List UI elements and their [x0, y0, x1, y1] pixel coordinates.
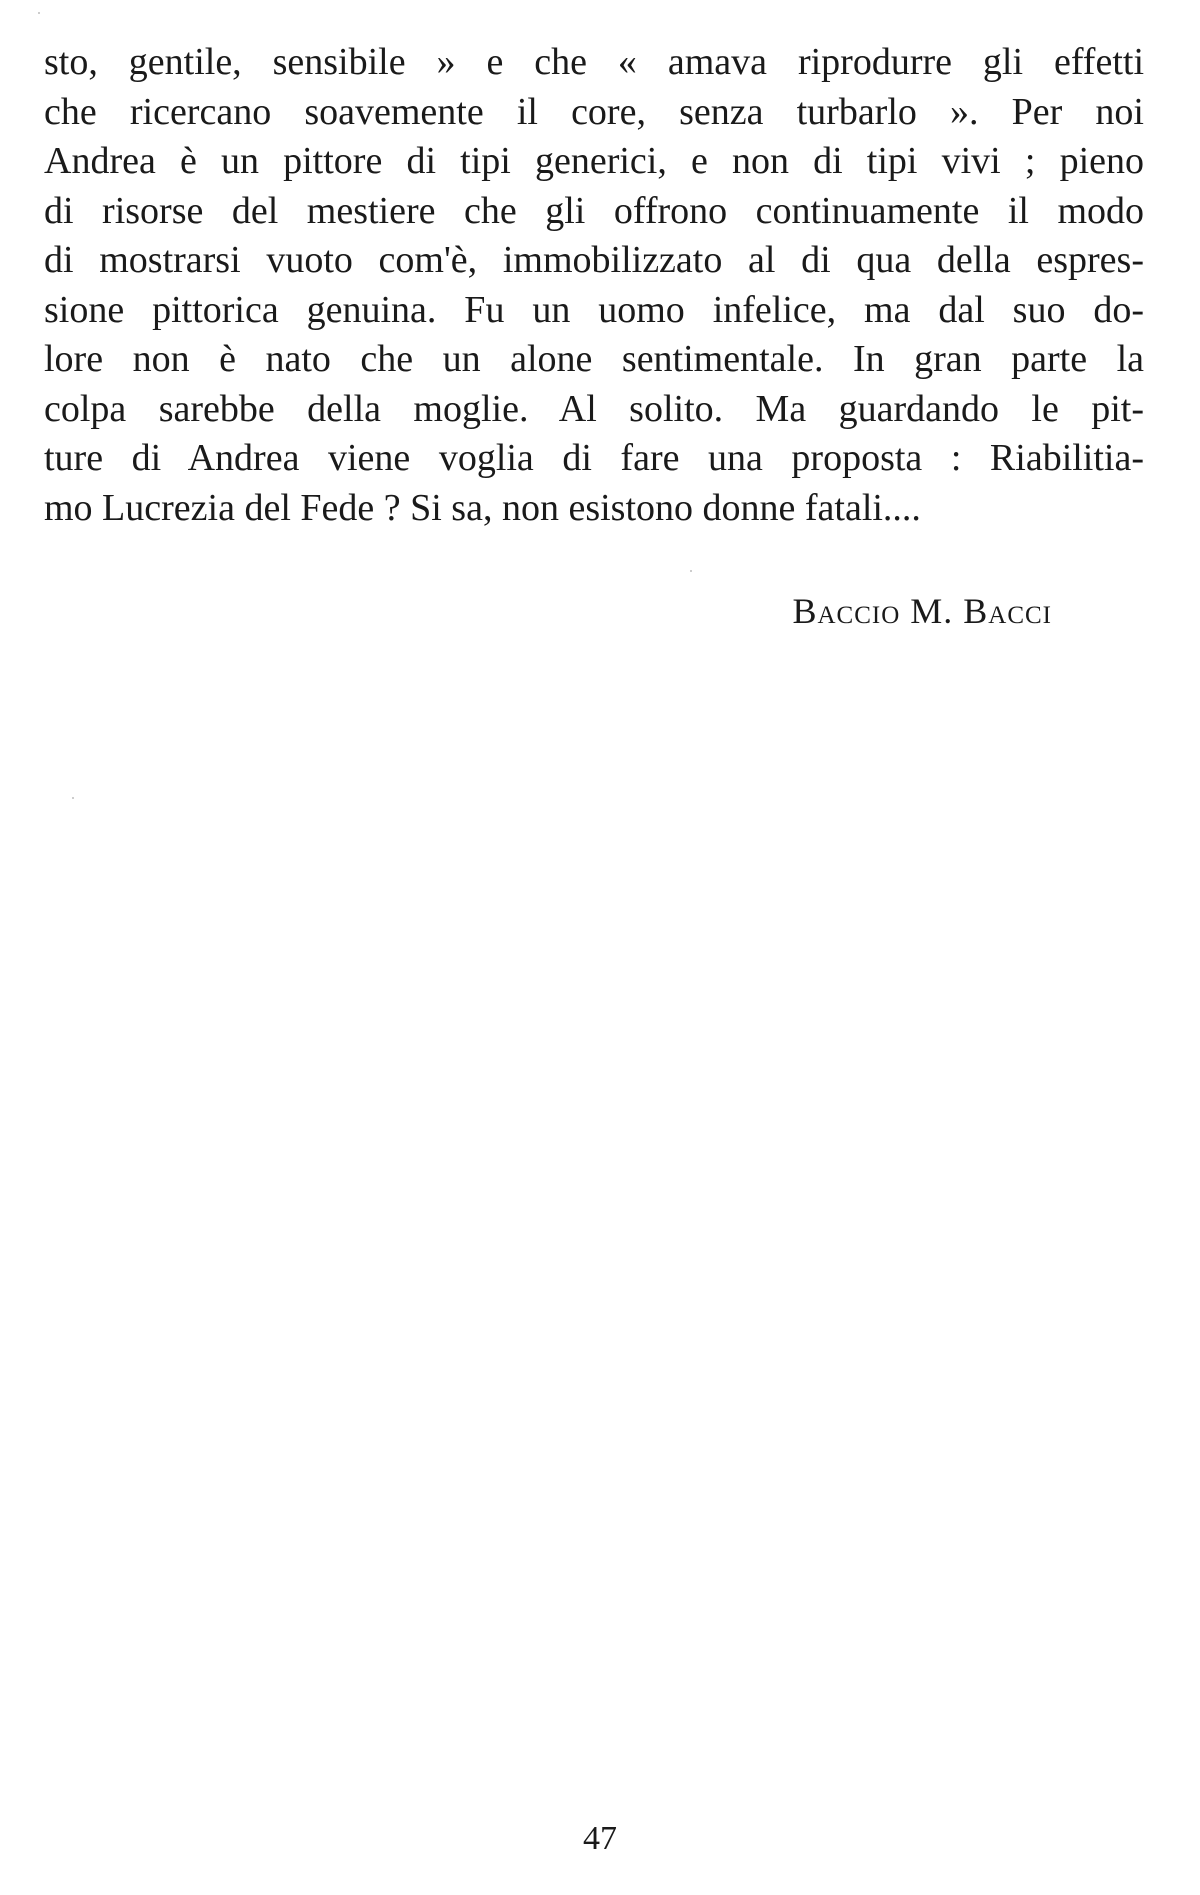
page-number: 47 — [583, 1820, 617, 1857]
text-line: mo Lucrezia del Fede ? Si sa, non esistono donne fatali.... — [44, 486, 921, 529]
text-line: colpa sarebbe della moglie. Al solito. Ma guardando le pit- — [44, 387, 1144, 430]
body-paragraph — [44, 38, 1144, 533]
author-signature: Baccio M. Bacci — [792, 591, 1052, 631]
text-line: lore non è nato che un alone sentimentale. In gran parte la — [44, 338, 1144, 380]
scan-speck — [38, 12, 40, 14]
text-line: Andrea è un pittore di tipi generici, e non di tipi vivi ; pieno — [44, 140, 1144, 182]
text-line: che ricercano soavemente il core, senza turbarlo ». Per noi — [44, 90, 1144, 133]
text-line: di mostrarsi vuoto com'è, immobilizzato al di qua della espres- — [44, 239, 1144, 281]
text-line: ture di Andrea viene voglia di fare una proposta : Riabilitia- — [44, 437, 1144, 479]
text-line: sione pittorica genuina. Fu un uomo infelice, ma dal suo do- — [44, 288, 1144, 331]
scan-speck — [72, 797, 74, 799]
text-line: sto, gentile, sensibile » e che « amava riprodurre gli effetti — [44, 41, 1144, 83]
text-line: di risorse del mestiere che gli offrono continuamente il modo — [44, 189, 1144, 232]
scan-speck — [690, 570, 692, 572]
